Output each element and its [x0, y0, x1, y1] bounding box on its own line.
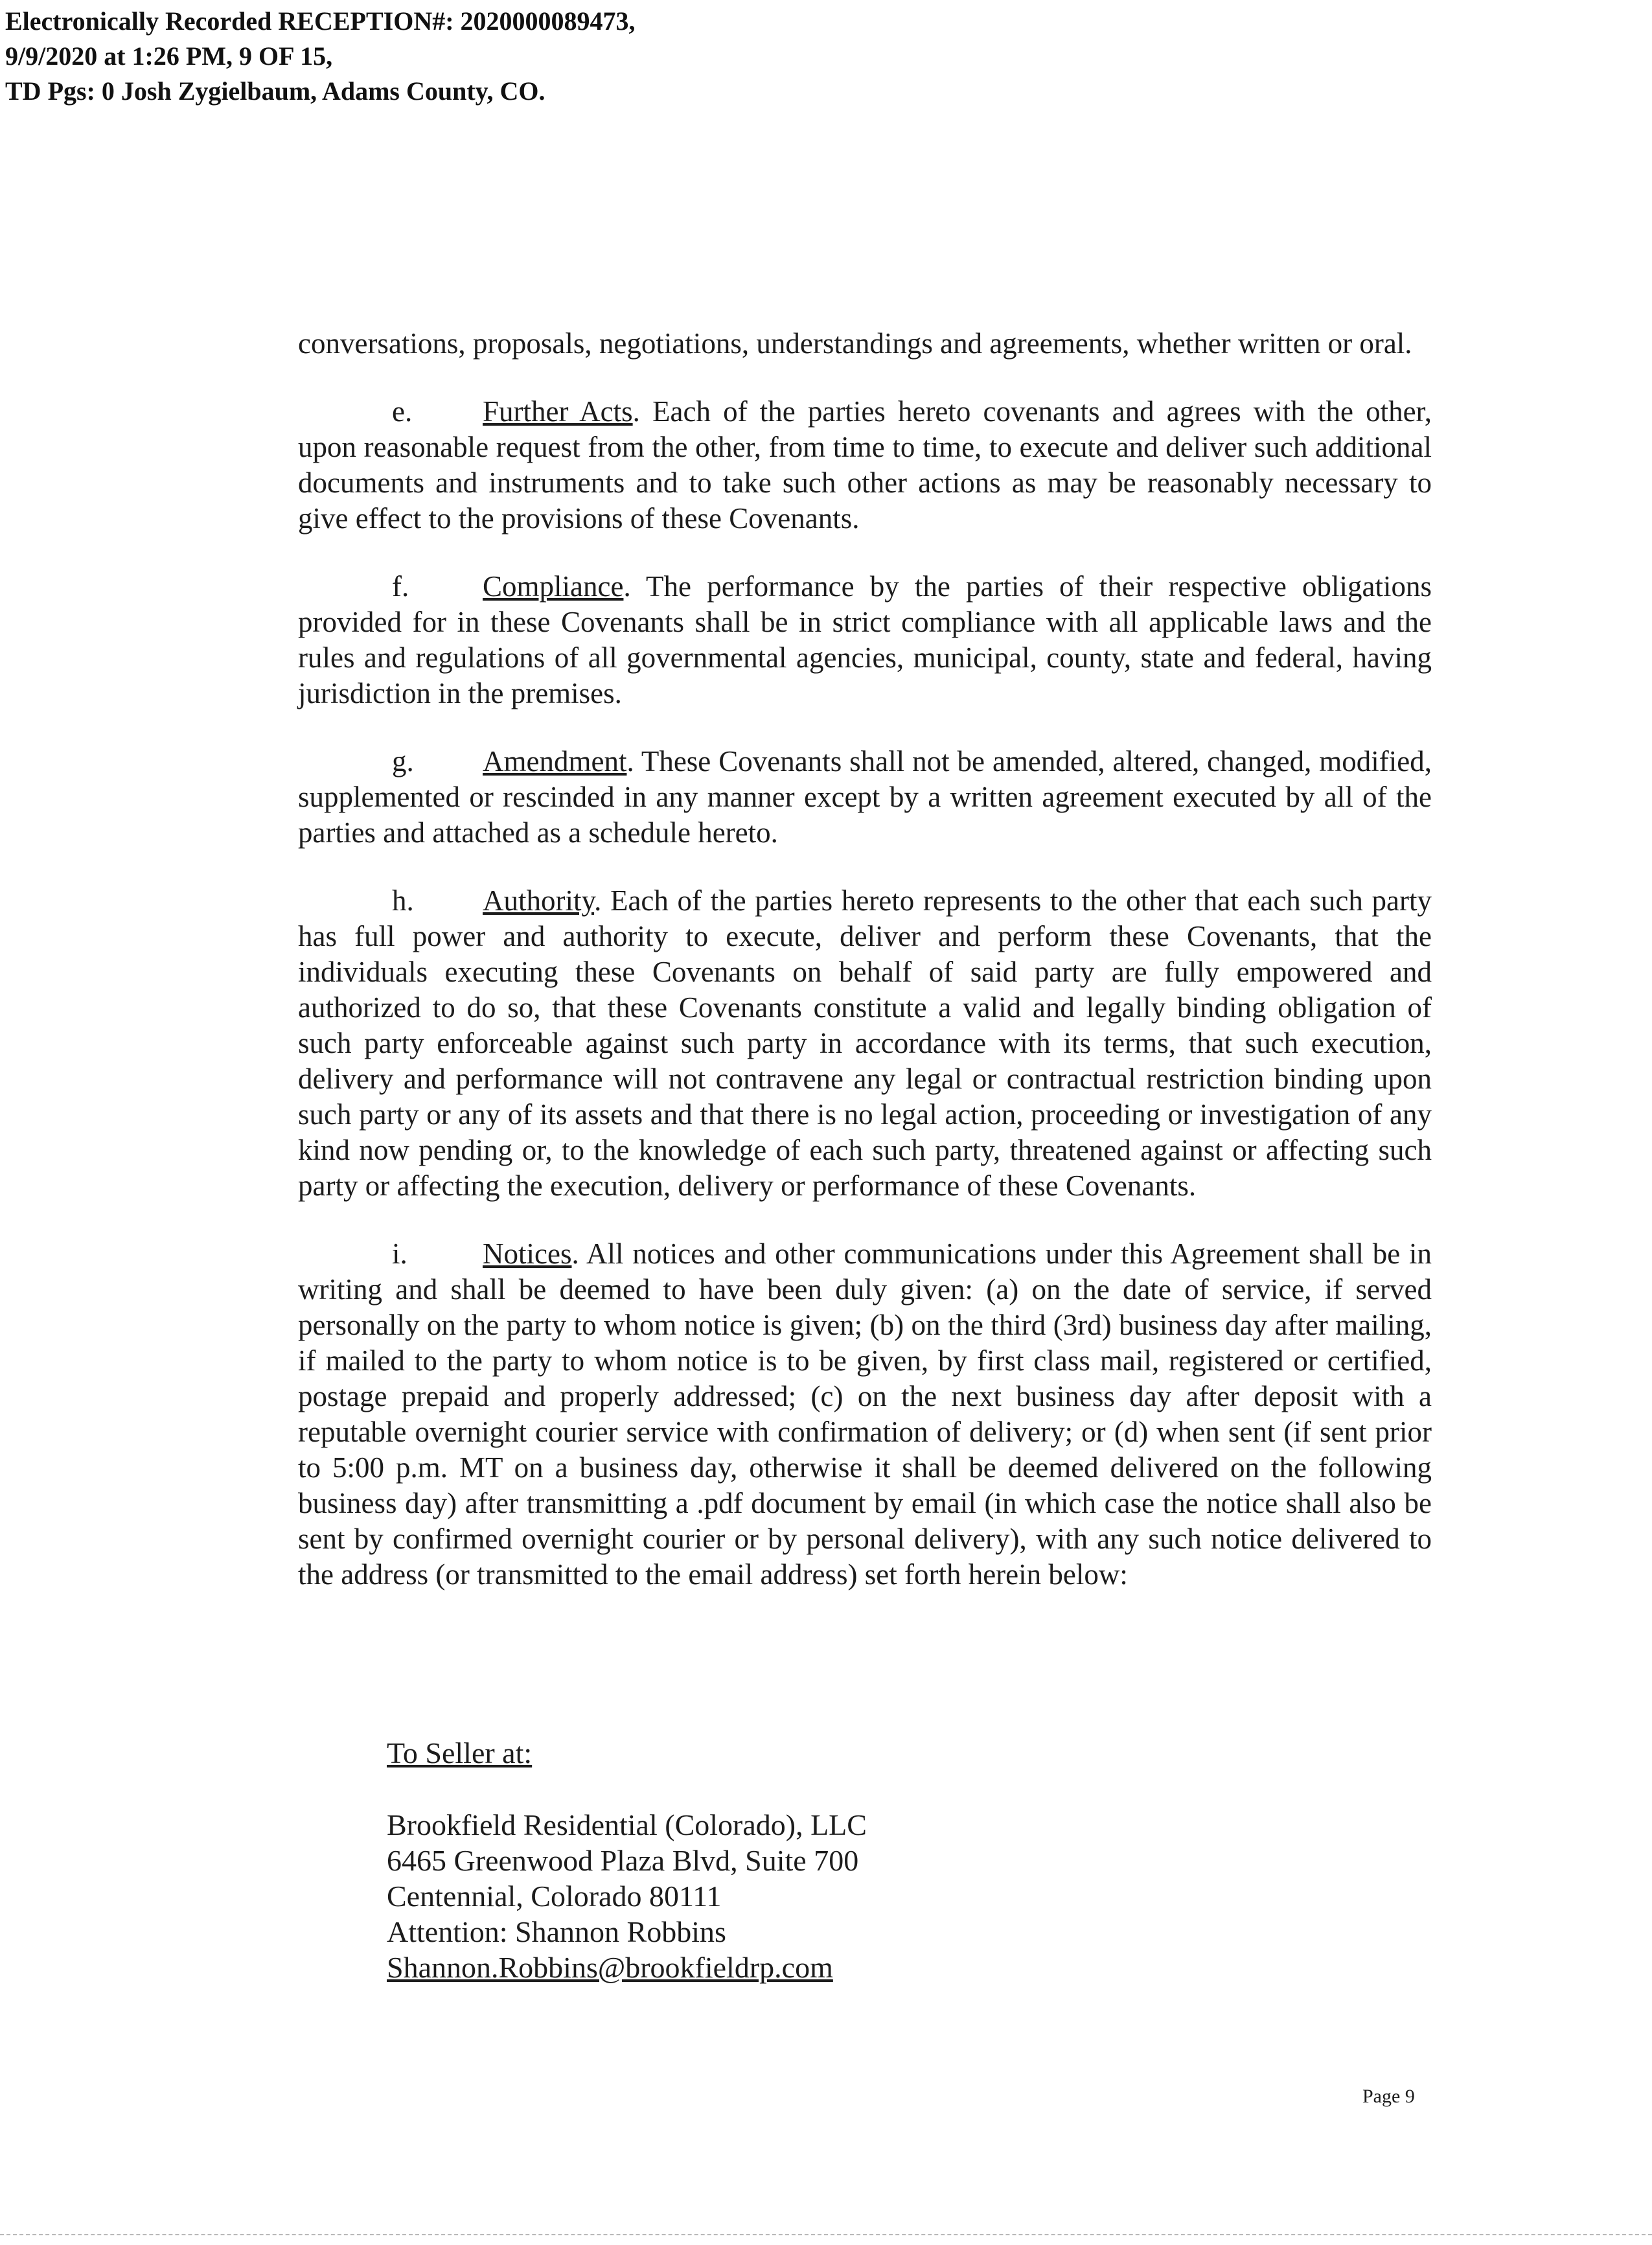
section-amendment [298, 744, 1432, 851]
section-letter: g. [392, 745, 414, 777]
section-title: Notices [483, 1238, 572, 1270]
section-letter: h. [392, 884, 414, 917]
section-text: . The performance by the parties of their respective obligations provided for in these Covenants shall be in strict compliance with all applicable laws and the rules and regulations of all governmental agencies, municipal, county, state and federal, having jurisdiction in the premises. [298, 570, 1432, 709]
seller-attention: Attention: Shannon Robbins [387, 1915, 726, 1948]
section-text: . Each of the parties hereto represents to the other that each such party has full power and authority to execute, deliver and perform these Covenants, that the individuals executing these Covenants on behalf of said party are fully empowered and authorized to do so, that these Covenants constitute a valid and legally binding obligation of such party enforceable against such party in accordance with its terms, that such execution, delivery and performance will not contravene any legal or contractual restriction binding upon such party or any of its assets and that there is no legal action, proceeding or investigation of any kind now pending or, to the knowledge of each such party, threatened against or affecting such party or affecting the execution, delivery or performance of these Covenants. [298, 884, 1432, 1202]
section-text: . Each of the parties hereto covenants and agrees with the other, upon reasonable request from the other, from time to time, to execute and deliver such additional documents and instruments and to take such other actions as may be reasonably necessary to give effect to the provisions of these Covenants. [298, 395, 1432, 535]
seller-street: 6465 Greenwood Plaza Blvd, Suite 700 [387, 1844, 859, 1877]
recording-stamp [5, 4, 636, 109]
seller-city: Centennial, Colorado 80111 [387, 1880, 722, 1913]
seller-email-link[interactable]: Shannon.Robbins@brookfieldrp.com [387, 1951, 833, 1984]
section-title: Authority [483, 884, 595, 917]
stamp-line-2: 9/9/2020 at 1:26 PM, 9 OF 15, [5, 41, 333, 71]
stamp-line-1: Electronically Recorded RECEPTION#: 2020000089473, [5, 6, 636, 36]
document-body [298, 326, 1432, 1625]
seller-heading: To Seller at: [387, 1736, 533, 1769]
continuation-paragraph: conversations, proposals, negotiations, understandings and agreements, whether written or oral. [298, 327, 1412, 360]
section-letter: e. [392, 395, 413, 428]
section-title: Amendment [483, 745, 627, 777]
section-letter: i. [392, 1238, 407, 1270]
section-title: Further Acts [483, 395, 633, 428]
section-letter: f. [392, 570, 409, 603]
scan-edge-divider [0, 2234, 1652, 2235]
section-further-acts [298, 394, 1432, 536]
page-number: Page 9 [1362, 2086, 1415, 2107]
section-text: . All notices and other communications under this Agreement shall be in writing and shall be deemed to have been duly given: (a) on the date of service, if served personally on the party to whom notice is given; (b) on the third (3rd) business day after mailing, if mailed to the party to whom notice is to be given, by first class mail, registered or certified, postage prepaid and properly addressed; (c) on the next business day after deposit with a reputable overnight courier service with confirmation of delivery; or (d) when sent (if sent prior to 5:00 p.m. MT on a business day, otherwise it shall be deemed delivered on the following business day) after transmitting a .pdf document by email (in which case the notice shall also be sent by confirmed overnight courier or by personal delivery), with any such notice delivered to the address (or transmitted to the email address) set forth herein below: [298, 1238, 1432, 1591]
seller-company: Brookfield Residential (Colorado), LLC [387, 1808, 867, 1841]
section-title: Compliance [483, 570, 624, 603]
section-authority [298, 883, 1432, 1204]
section-notices [298, 1236, 1432, 1593]
seller-address-block [387, 1735, 867, 1985]
section-text: . These Covenants shall not be amended, altered, changed, modified, supplemented or rescinded in any manner except by a written agreement executed by all of the parties and attached as a schedule hereto. [298, 745, 1432, 849]
section-compliance [298, 569, 1432, 711]
stamp-line-3: TD Pgs: 0 Josh Zygielbaum, Adams County, CO. [5, 76, 545, 106]
